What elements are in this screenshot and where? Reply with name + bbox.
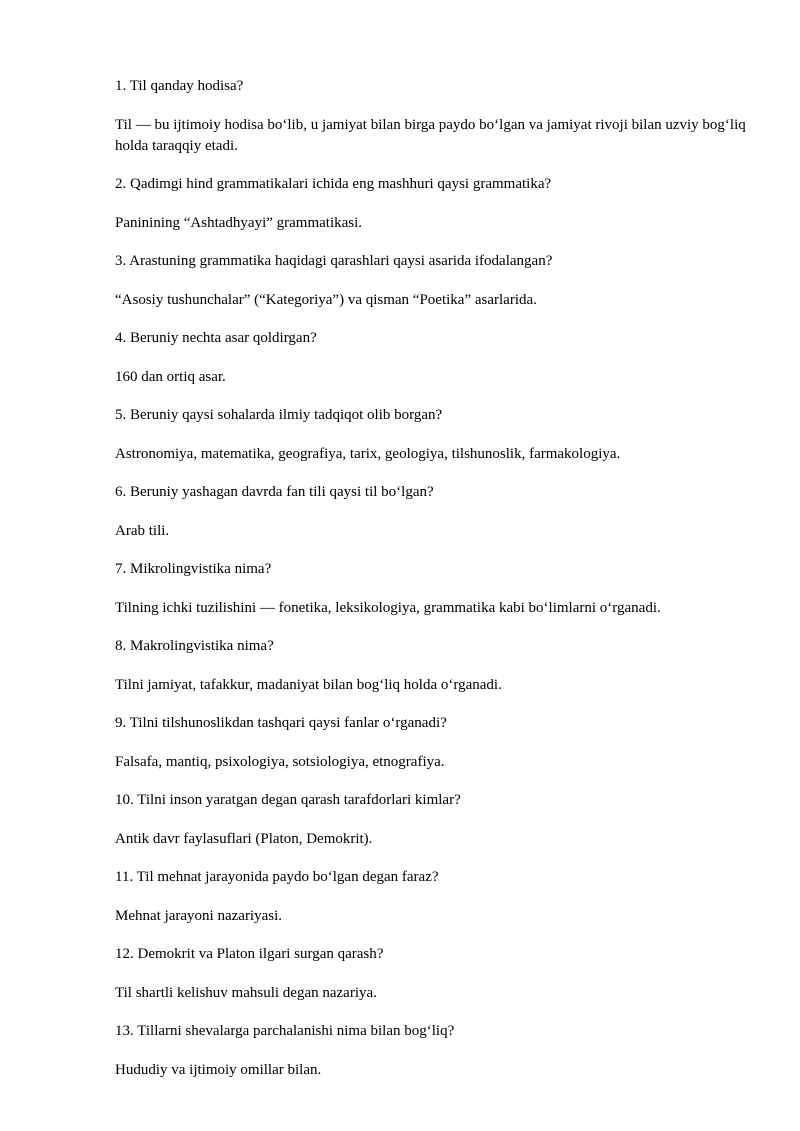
answer-12: Til shartli kelishuv mahsuli degan nazariya. — [115, 985, 377, 1001]
qa-item-13 — [115, 1021, 755, 1081]
question-8: 8. Makrolingvistika nima? — [115, 638, 274, 654]
question-12: 12. Demokrit va Platon ilgari surgan qarash? — [115, 946, 384, 962]
qa-item-3 — [115, 251, 755, 311]
answer-2: Paninining “Ashtadhyayi” grammatikasi. — [115, 215, 363, 231]
question-3: 3. Arastuning grammatika haqidagi qarashlari qaysi asarida ifodalangan? — [115, 253, 553, 269]
question-10: 10. Tilni inson yaratgan degan qarash tarafdorlari kimlar? — [115, 792, 461, 808]
qa-item-11 — [115, 867, 755, 927]
qa-item-5 — [115, 405, 755, 465]
answer-1: Til — bu ijtimoiy hodisa bo‘lib, u jamiyat bilan birga paydo bo‘lgan va jamiyat rivoji bilan uzviy bog‘liq holda taraqqiy etadi. — [115, 117, 746, 154]
answer-13: Hududiy va ijtimoiy omillar bilan. — [115, 1062, 322, 1078]
qa-item-8 — [115, 636, 755, 696]
document-page — [115, 76, 755, 1098]
qa-item-7 — [115, 559, 755, 619]
answer-4: 160 dan ortiq asar. — [115, 369, 226, 385]
question-9: 9. Tilni tilshunoslikdan tashqari qaysi fanlar o‘rganadi? — [115, 715, 447, 731]
question-7: 7. Mikrolingvistika nima? — [115, 561, 272, 577]
qa-item-2 — [115, 174, 755, 234]
question-11: 11. Til mehnat jarayonida paydo bo‘lgan degan faraz? — [115, 869, 439, 885]
question-2: 2. Qadimgi hind grammatikalari ichida eng mashhuri qaysi grammatika? — [115, 176, 552, 192]
question-1: 1. Til qanday hodisa? — [115, 78, 244, 94]
qa-item-4 — [115, 328, 755, 388]
answer-9: Falsafa, mantiq, psixologiya, sotsiologiya, etnografiya. — [115, 754, 445, 770]
answer-6: Arab tili. — [115, 523, 170, 539]
qa-item-6 — [115, 482, 755, 542]
question-4: 4. Beruniy nechta asar qoldirgan? — [115, 330, 317, 346]
question-6: 6. Beruniy yashagan davrda fan tili qaysi til bo‘lgan? — [115, 484, 434, 500]
answer-3: “Asosiy tushunchalar” (“Kategoriya”) va qisman “Poetika” asarlarida. — [115, 292, 537, 308]
qa-item-10 — [115, 790, 755, 850]
qa-item-1 — [115, 76, 755, 157]
qa-item-12 — [115, 944, 755, 1004]
answer-10: Antik davr faylasuflari (Platon, Demokrit). — [115, 831, 373, 847]
qa-item-9 — [115, 713, 755, 773]
answer-11: Mehnat jarayoni nazariyasi. — [115, 908, 283, 924]
question-13: 13. Tillarni shevalarga parchalanishi nima bilan bog‘liq? — [115, 1023, 455, 1039]
answer-5: Astronomiya, matematika, geografiya, tarix, geologiya, tilshunoslik, farmakologiya. — [115, 446, 621, 462]
answer-7: Tilning ichki tuzilishini — fonetika, leksikologiya, grammatika kabi bo‘limlarni o‘rganadi. — [115, 600, 661, 616]
answer-8: Tilni jamiyat, tafakkur, madaniyat bilan bog‘liq holda o‘rganadi. — [115, 677, 502, 693]
question-5: 5. Beruniy qaysi sohalarda ilmiy tadqiqot olib borgan? — [115, 407, 443, 423]
